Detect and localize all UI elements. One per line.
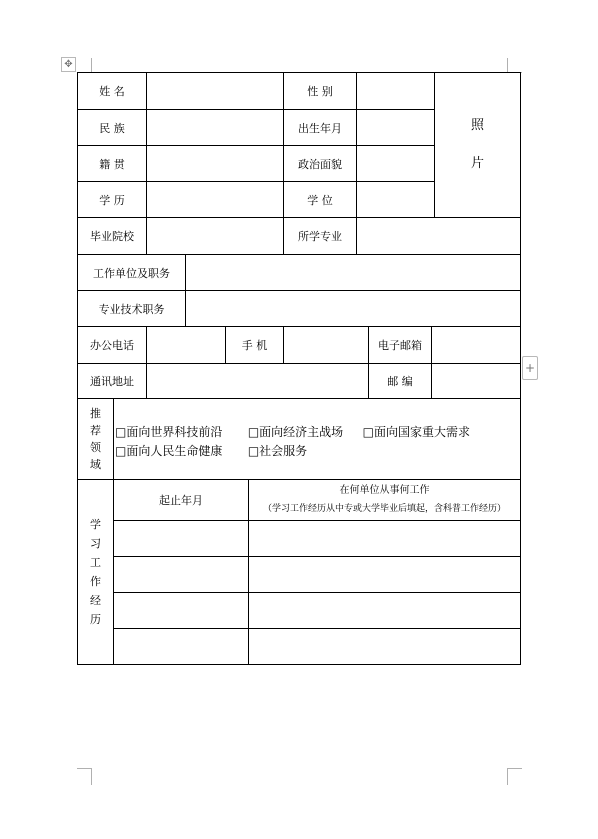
gender-field[interactable] (356, 72, 435, 110)
history-unit-field[interactable] (248, 592, 521, 629)
option-social-service[interactable]: □社会服务 (247, 444, 308, 458)
history-char-3: 工 (90, 556, 101, 569)
margin-corner-top-right (507, 58, 522, 73)
option-national-needs[interactable]: □面向国家重大需求 (362, 425, 470, 439)
history-char-1: 学 (90, 518, 101, 531)
address-field[interactable] (146, 363, 369, 399)
history-char-6: 历 (90, 613, 101, 626)
unit-job-note: （学习工作经历从中专或大学毕业后填起，含科普工作经历） (262, 504, 506, 514)
school-label: 毕业院校 (77, 217, 147, 255)
tech-title-field[interactable] (185, 290, 521, 327)
history-char-5: 经 (90, 594, 101, 607)
tech-title-label: 专业技术职务 (77, 290, 186, 327)
gender-label: 性 别 (283, 72, 357, 110)
history-unit-field[interactable] (248, 628, 521, 665)
history-unit-field[interactable] (248, 556, 521, 593)
recommend-char-4: 域 (90, 458, 101, 471)
email-label: 电子邮箱 (368, 326, 432, 364)
education-label: 学 历 (77, 181, 147, 218)
period-header: 起止年月 (113, 479, 249, 521)
history-period-field[interactable] (113, 520, 249, 557)
work-unit-label: 工作单位及职务 (77, 254, 186, 291)
native-place-label: 籍 贯 (77, 145, 147, 182)
recommend-options (115, 423, 470, 461)
address-label: 通讯地址 (77, 363, 147, 399)
postcode-field[interactable] (431, 363, 521, 399)
ethnicity-field[interactable] (146, 109, 284, 146)
option-health[interactable]: □面向人民生命健康 (115, 444, 223, 458)
mobile-field[interactable] (283, 326, 369, 364)
margin-corner-top-left (77, 58, 92, 73)
major-field[interactable] (356, 217, 521, 255)
history-period-field[interactable] (113, 556, 249, 593)
school-field[interactable] (146, 217, 284, 255)
unit-job-title: 在何单位从事何工作 (339, 485, 430, 496)
recommend-label (77, 398, 114, 480)
degree-field[interactable] (356, 181, 435, 218)
unit-job-header (248, 479, 521, 521)
history-char-2: 习 (90, 537, 101, 550)
political-label: 政治面貌 (283, 145, 357, 182)
margin-corner-bottom-left (77, 768, 92, 785)
option-economy[interactable]: □面向经济主战场 (247, 425, 344, 439)
postcode-label: 邮 编 (368, 363, 432, 399)
email-field[interactable] (431, 326, 521, 364)
table-move-icon[interactable]: ✥ (61, 57, 76, 72)
office-phone-field[interactable] (146, 326, 226, 364)
history-unit-field[interactable] (248, 520, 521, 557)
margin-corner-bottom-right (507, 768, 522, 785)
photo-box[interactable] (434, 72, 521, 218)
name-label: 姓 名 (77, 72, 147, 110)
birth-label: 出生年月 (283, 109, 357, 146)
birth-field[interactable] (356, 109, 435, 146)
photo-label-2: 片 (470, 156, 484, 171)
recommend-char-1: 推 (90, 407, 101, 420)
mobile-label: 手 机 (225, 326, 284, 364)
history-char-4: 作 (90, 575, 101, 588)
education-field[interactable] (146, 181, 284, 218)
office-phone-label: 办公电话 (77, 326, 147, 364)
ethnicity-label: 民 族 (77, 109, 147, 146)
work-unit-field[interactable] (185, 254, 521, 291)
major-label: 所学专业 (283, 217, 357, 255)
name-field[interactable] (146, 72, 284, 110)
recommend-char-3: 领 (90, 441, 101, 454)
history-period-field[interactable] (113, 628, 249, 665)
native-place-field[interactable] (146, 145, 284, 182)
recommend-char-2: 荐 (90, 424, 101, 437)
political-field[interactable] (356, 145, 435, 182)
add-row-plus-icon[interactable]: + (522, 356, 538, 380)
photo-label-1: 照 (470, 118, 484, 133)
degree-label: 学 位 (283, 181, 357, 218)
history-period-field[interactable] (113, 592, 249, 629)
history-label (77, 479, 114, 665)
option-frontier[interactable]: □面向世界科技前沿 (115, 425, 223, 439)
